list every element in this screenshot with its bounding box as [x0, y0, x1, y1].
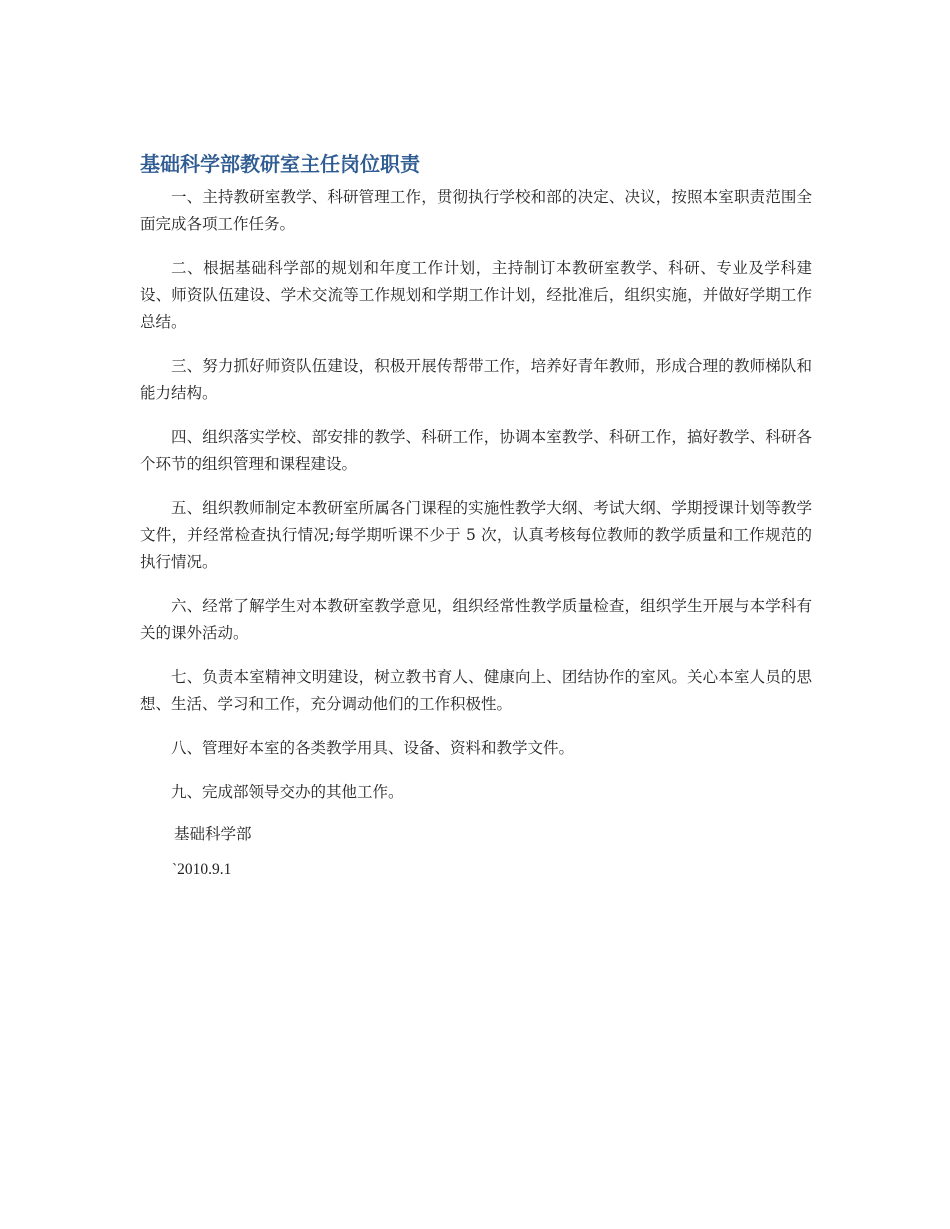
duty-paragraph-6: 六、经常了解学生对本教研室教学意见，组织经常性教学质量检查，组织学生开展与本学科有关的课外活动。	[140, 597, 812, 642]
duty-paragraph-3: 三、努力抓好师资队伍建设，积极开展传帮带工作，培养好青年教师，形成合理的教师梯队和能力结构。	[140, 357, 812, 402]
duty-paragraph-2: 二、根据基础科学部的规划和年度工作计划，主持制订本教研室教学、科研、专业及学科建设、师资队伍建设、学术交流等工作规划和学期工作计划，经批准后，组织实施，并做好学期工作总结。	[140, 259, 812, 331]
signature-department: 基础科学部	[174, 825, 252, 843]
duty-paragraph-8: 八、管理好本室的各类教学用具、设备、资料和教学文件。	[171, 739, 575, 757]
duty-paragraph-4: 四、组织落实学校、部安排的教学、科研工作，协调本室教学、科研工作，搞好教学、科研各个环节的组织管理和课程建设。	[140, 428, 812, 473]
document-title: 基础科学部教研室主任岗位职责	[140, 152, 420, 176]
duty-paragraph-1: 一、主持教研室教学、科研管理工作，贯彻执行学校和部的决定、决议，按照本室职责范围全面完成各项工作任务。	[140, 188, 812, 233]
duty-paragraph-7: 七、负责本室精神文明建设，树立教书育人、健康向上、团结协作的室风。关心本室人员的思想、生活、学习和工作，充分调动他们的工作积极性。	[140, 668, 812, 713]
signature-date: `2010.9.1	[172, 861, 232, 878]
duty-paragraph-5: 五、组织教师制定本教研室所属各门课程的实施性教学大纲、考试大纲、学期授课计划等教学文件，并经常检查执行情况;每学期听课不少于 5 次，认真考核每位教师的教学质量和工作规范的执行情况。	[140, 499, 812, 571]
duty-paragraph-9: 九、完成部领导交办的其他工作。	[171, 783, 404, 801]
document-body	[140, 150, 812, 881]
